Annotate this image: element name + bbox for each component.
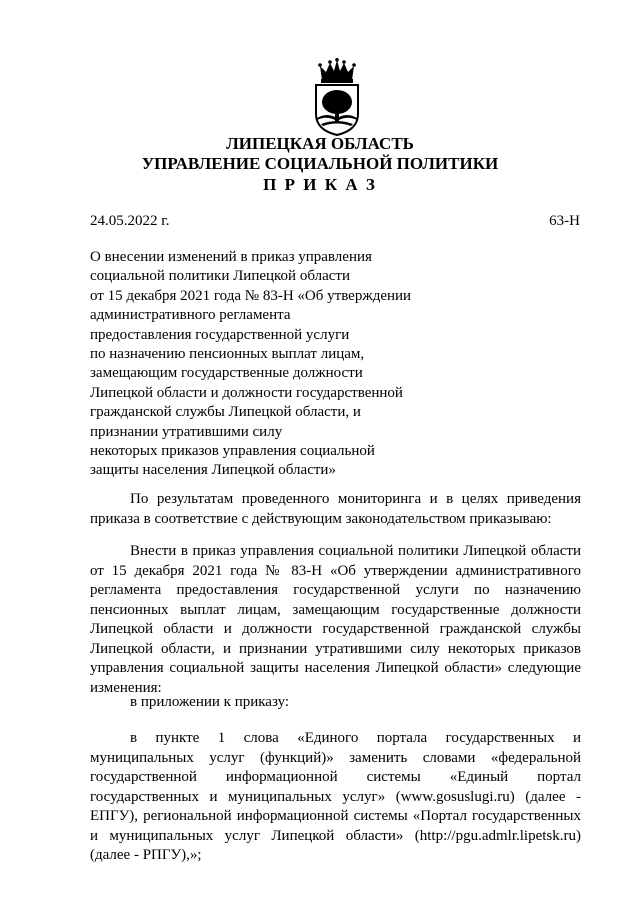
order-subject xyxy=(90,248,450,481)
department-title: УПРАВЛЕНИЕ СОЦИАЛЬНОЙ ПОЛИТИКИ xyxy=(141,154,499,173)
region-title: ЛИПЕЦКАЯ ОБЛАСТЬ xyxy=(226,134,414,153)
order-date: 24.05.2022 г. xyxy=(90,213,170,229)
clause-paragraph: в пункте 1 слова «Единого портала государственных и муниципальных услуг (функций)» заменить словами «федеральной государственной информационной системы «Единый портал государственных и муниципальных услуг» (www.gosuslugi.ru) (далее - ЕПГУ), региональной информационной системы «Портал государственных и муниципальных услуг Липецкой области» (http://pgu.admlr.lipetsk.ru) (далее - РПГУ),»; xyxy=(90,730,581,863)
preamble-paragraph: По результатам проведенного мониторинга и в целях приведения приказа в соответствие с действующим законодательством приказываю: xyxy=(90,491,581,527)
subject-line: О внесении изменений в приказ управления xyxy=(90,249,372,265)
appendix-paragraph: в приложении к приказу: xyxy=(130,694,290,710)
subject-line: от 15 декабря 2021 года № 83-Н «Об утверждении xyxy=(90,287,412,304)
subject-line: административного регламента xyxy=(90,307,291,324)
subject-line: замещающим государственные должности xyxy=(90,365,363,382)
subject-line: социальной политики Липецкой области xyxy=(90,268,350,285)
subject-line: некоторых приказов управления социальной xyxy=(90,442,375,459)
subject-line: Липецкой области и должности государственной xyxy=(90,384,403,401)
subject-line: защиты населения Липецкой области» xyxy=(90,462,336,479)
subject-line: признании утратившими силу xyxy=(90,423,283,440)
amendment-paragraph: Внести в приказ управления социальной политики Липецкой области от 15 декабря 2021 года № 83-Н «Об утверждении административного регламента предоставления государственной услуги по назначению пенсионных выплат лицам, замещающим государственные должности Липецкой области и должности государственной гражданской службы Липецкой области, и признании утратившими силу некоторых приказов управления социальной защиты населения Липецкой области» следующие изменения: xyxy=(90,543,581,696)
order-number: 63-Н xyxy=(549,213,580,229)
subject-line: по назначению пенсионных выплат лицам, xyxy=(90,345,365,362)
coat-of-arms-emblem xyxy=(313,58,361,136)
subject-line: предоставления государственной услуги xyxy=(90,326,350,343)
subject-line: гражданской службы Липецкой области, и xyxy=(90,404,361,421)
document-type: П Р И К А З xyxy=(263,175,377,194)
